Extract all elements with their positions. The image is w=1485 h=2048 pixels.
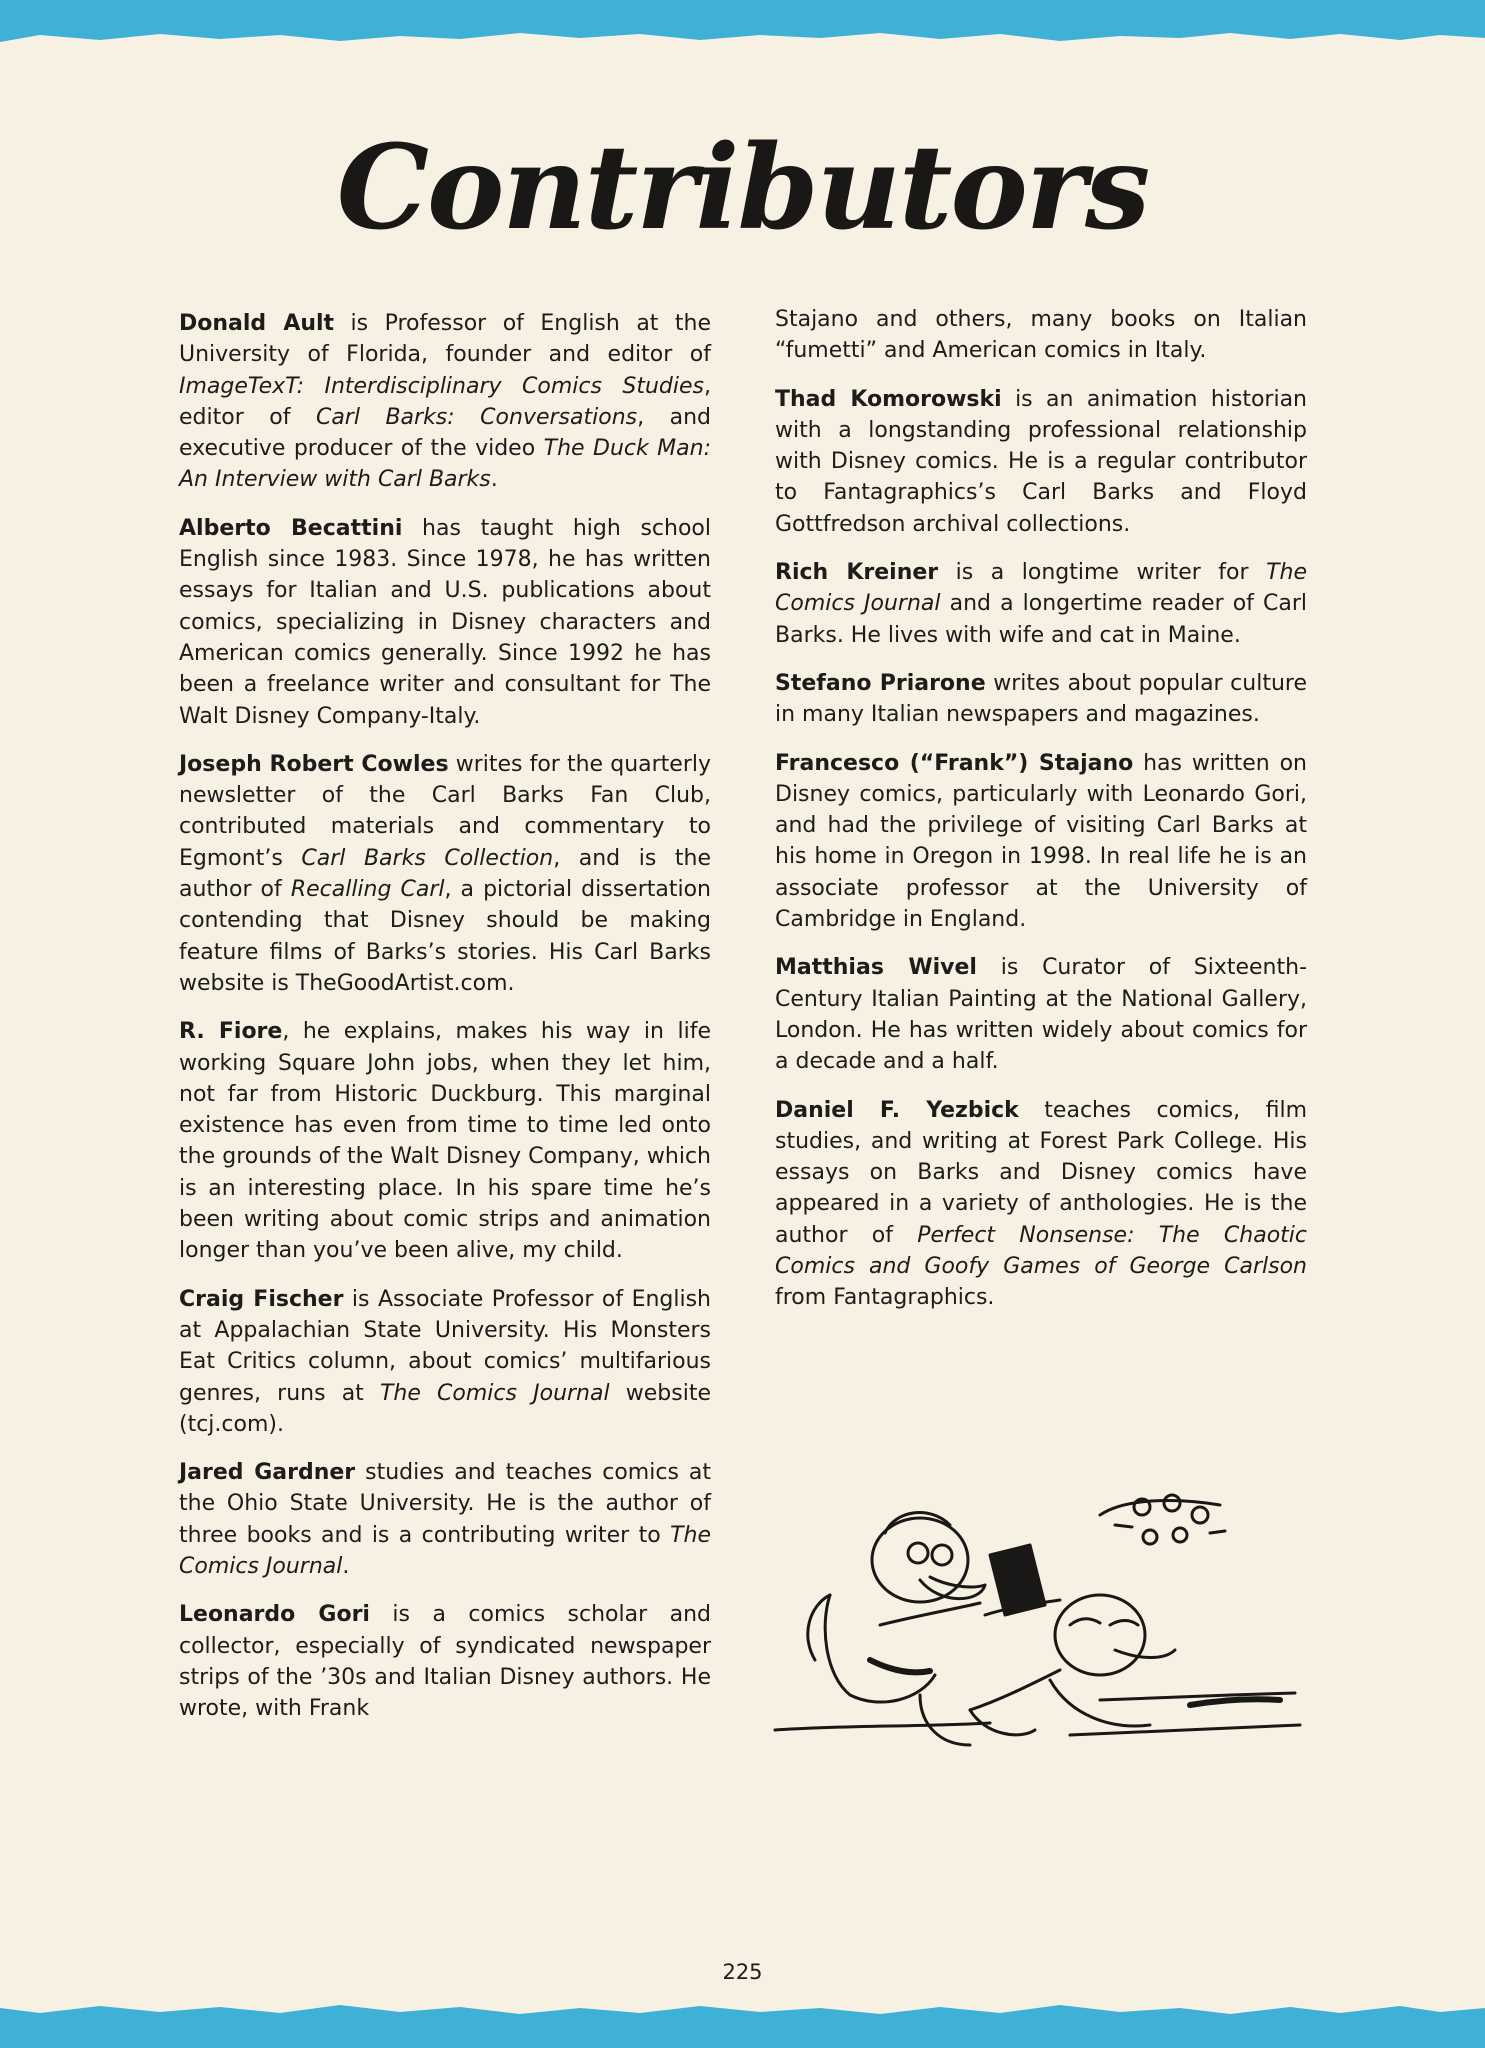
contributor-entry: Daniel F. Yezbick teaches comics, film studies, and writing at Forest Park College. His essays on Barks and Disney comics have appeared in a variety of anthologies. He is the author of Perfect Nonsense: The Chaotic Comics and Goofy Games of George Carlson from Fantagraphics. bbox=[775, 1097, 1307, 1311]
contributor-entry: Joseph Robert Cowles writes for the quarterly newsletter of the Carl Barks Fan Club, contributed materials and commentary to Egmont’s Carl Barks Collection, and is the author of Recalling Carl, a pictorial dissertation contending that Disney should be making feature films of Barks’s stories. His Carl Barks website is TheGoodArtist.com. bbox=[179, 751, 711, 996]
contributor-entry: R. Fiore, he explains, makes his way in life working Square John jobs, when they let him, not far from Historic Duckburg. This marginal existence has even from time to time led onto the grounds of the Walt Disney Company, which is an interesting place. In his spare time he’s been writing about comic strips and animation longer than you’ve been alive, my child. bbox=[179, 1019, 711, 1264]
left-column bbox=[179, 308, 711, 1741]
contributor-entry: Leonardo Gori is a comics scholar and collector, especially of syndicated newspaper strips of the ’30s and Italian Disney authors. He wrote, with Frank bbox=[179, 1602, 711, 1722]
contributor-entry: Alberto Becattini has taught high school English since 1983. Since 1978, he has written essays for Italian and U.S. publications about comics, specializing in Disney characters and American comics generally. Since 1992 he has been a freelance writer and consultant for The Walt Disney Company-Italy. bbox=[179, 515, 711, 729]
right-column bbox=[775, 304, 1307, 1331]
contributor-entry: Francesco (“Frank”) Stajano has written on Disney comics, particularly with Leonardo Gori, and had the privilege of visiting Carl Barks at his home in Oregon in 1998. In real life he is an associate professor at the University of Cambridge in England. bbox=[775, 750, 1307, 933]
contributor-entry: Donald Ault is Professor of English at the University of Florida, founder and editor of ImageTexT: Interdisciplinary Comics Studies, editor of Carl Barks: Conversations, and executive producer of the video The Duck Man: An Interview with Carl Barks. bbox=[179, 311, 712, 493]
top-decorative-band bbox=[0, 0, 1485, 60]
contributor-entry-continued: Stajano and others, many books on Italian “fumetti” and American comics in Italy. bbox=[775, 307, 1307, 364]
bottom-decorative-band bbox=[0, 1988, 1485, 2048]
contributor-entry: Jared Gardner studies and teaches comics at the Ohio State University. He is the author of three books and is a contributing writer to The Comics Journal. bbox=[179, 1460, 711, 1579]
page-number: 225 bbox=[722, 1960, 763, 1984]
contributor-entry: Stefano Priarone writes about popular culture in many Italian newspapers and magazines. bbox=[775, 670, 1308, 728]
contributor-entry: Rich Kreiner is a longtime writer for The Comics Journal and a longertime reader of Carl Barks. He lives with wife and cat in Maine. bbox=[775, 560, 1307, 648]
donald-duck-and-scrooge-illustration bbox=[770, 1485, 1310, 1785]
page-title: Contributors bbox=[336, 120, 1149, 256]
contributor-entry: Craig Fischer is Associate Professor of English at Appalachian State University. His Monsters Eat Critics column, about comics’ multifarious genres, runs at The Comics Journal website (tcj.com). bbox=[179, 1286, 712, 1437]
contributor-entry: Thad Komorowski is an animation historian with a longstanding professional relationship with Disney comics. He is a regular contributor to Fantagraphics’s Carl Barks and Floyd Gottfredson archival collections. bbox=[775, 386, 1307, 537]
contributor-entry: Matthias Wivel is Curator of Sixteenth-Century Italian Painting at the National Gallery, London. He has written widely about comics for a decade and a half. bbox=[775, 955, 1308, 1075]
